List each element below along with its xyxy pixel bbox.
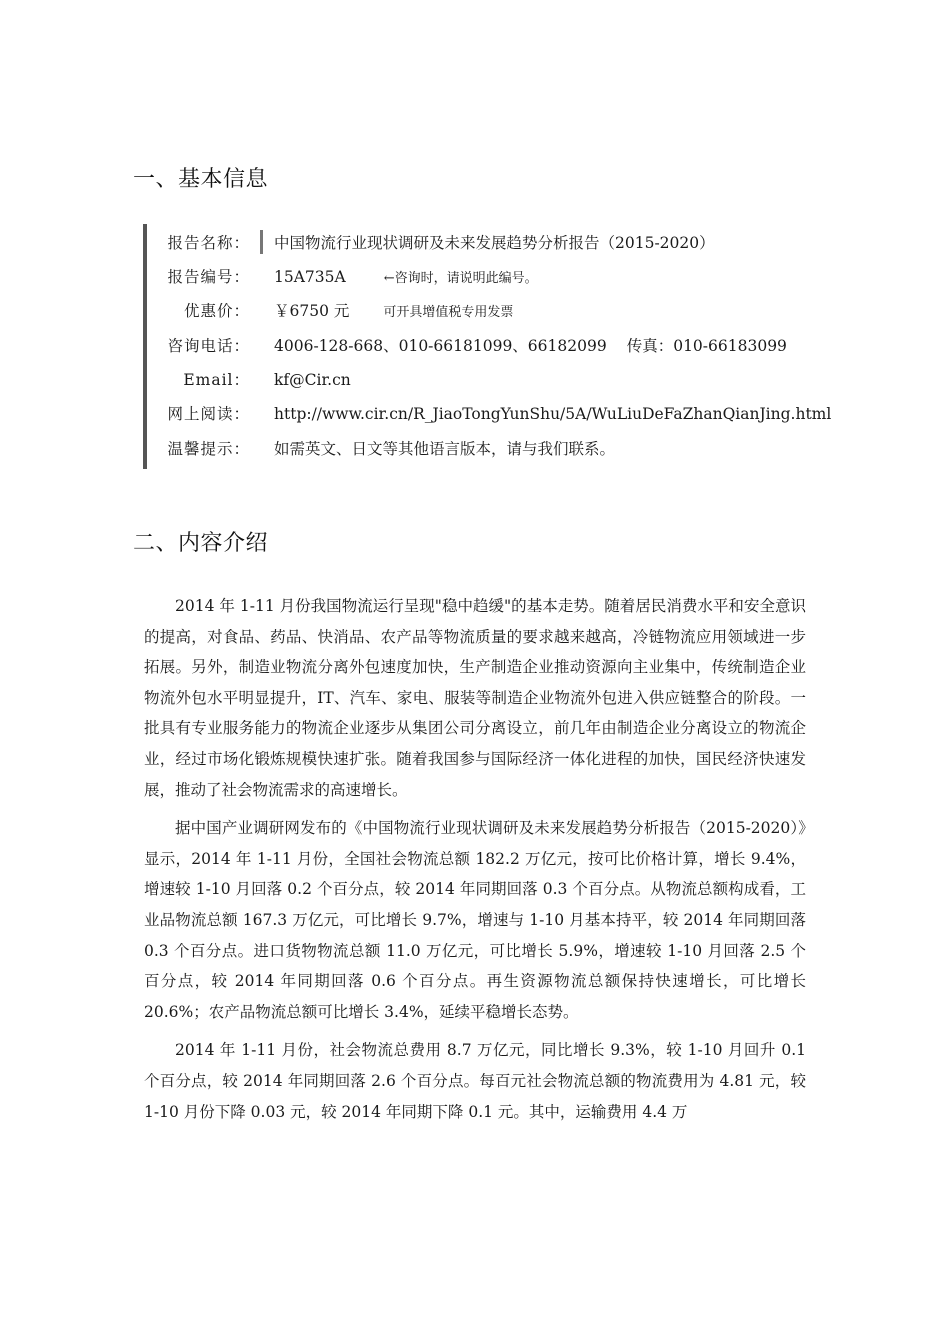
report-name-label: 报告名称： <box>167 234 250 252</box>
phone-value: 4006-128-668、010-66181099、66182099 <box>274 337 607 355</box>
fax-value: 传真：010-66183099 <box>626 337 787 355</box>
report-name-marker <box>260 230 263 254</box>
price-note: 可开具增值税专用发票 <box>383 305 514 320</box>
report-code-note: ←咨询时，请说明此编号。 <box>383 271 538 286</box>
section-title-basic-info: 一、基本信息 <box>133 167 269 192</box>
basic-info-box <box>143 224 832 469</box>
report-code-value-group <box>274 260 538 296</box>
report-name-value: 中国物流行业现状调研及未来发展趋势分析报告（2015-2020） <box>274 234 715 252</box>
tip-value: 如需英文、日文等其他语言版本，请与我们联系。 <box>274 440 616 458</box>
price-value-group <box>274 294 513 330</box>
read-online-link[interactable]: http://www.cir.cn/R_JiaoTongYunShu/5A/WuLiuDeFaZhanQianJing.html <box>274 405 832 423</box>
content-body <box>144 591 806 1135</box>
price-value: ￥6750 元 <box>274 302 350 320</box>
email-link[interactable]: kf@Cir.cn <box>274 371 351 389</box>
read-online-label: 网上阅读： <box>167 405 250 423</box>
paragraph: 2014 年 1-11 月份，社会物流总费用 8.7 万亿元，同比增长 9.3%，较 1-10 月回升 0.1 个百分点，较 2014 年同期回落 2.6 个百分点。每百元社会物流总额的物流费用为 4.81 元，较 1-10 月份下降 0.03 元，较 2014 年同期下降 0.1 元。其中，运输费用 4.4 万 <box>144 1041 806 1121</box>
phone-value-group <box>274 329 787 363</box>
phone-label: 咨询电话： <box>167 337 250 355</box>
price-label: 优惠价： <box>183 302 250 320</box>
email-label: Email： <box>183 371 250 389</box>
tip-label: 温馨提示： <box>167 440 250 458</box>
paragraph: 据中国产业调研网发布的《中国物流行业现状调研及未来发展趋势分析报告（2015-2020）》显示，2014 年 1-11 月份，全国社会物流总额 182.2 万亿元，按可比价格计算，增长 9.4%，增速较 1-10 月回落 0.2 个百分点，较 2014 年同期回落 0.3 个百分点。从物流总额构成看，工业品物流总额 167.3 万亿元，可比增长 9.7%，增速与 1-10 月基本持平，较 2014 年同期回落 0.3 个百分点。进口货物物流总额 11.0 万亿元，可比增长 5.9%，增速较 1-10 月回落 2.5 个百分点，较 2014 年同期回落 0.6 个百分点。再生资源物流总额保持快速增长，可比增长 20.6%；农产品物流总额可比增长 3.4%，延续平稳增长态势。 <box>144 819 806 1021</box>
report-code-value: 15A735A <box>274 268 346 286</box>
report-code-label: 报告编号： <box>167 268 250 286</box>
paragraph: 2014 年 1-11 月份我国物流运行呈现"稳中趋缓"的基本走势。随着居民消费水平和安全意识的提高，对食品、药品、快消品、农产品等物流质量的要求越来越高，冷链物流应用领域进一步拓展。另外，制造业物流分离外包速度加快，生产制造企业推动资源向主业集中，传统制造企业物流外包水平明显提升，IT、汽车、家电、服装等制造企业物流外包进入供应链整合的阶段。一批具有专业服务能力的物流企业逐步从集团公司分离设立，前几年由制造企业分离设立的物流企业，经过市场化锻炼规模快速扩张。随着我国参与国际经济一体化进程的加快，国民经济快速发展，推动了社会物流需求的高速增长。 <box>144 597 806 799</box>
section-title-content: 二、内容介绍 <box>133 531 269 556</box>
